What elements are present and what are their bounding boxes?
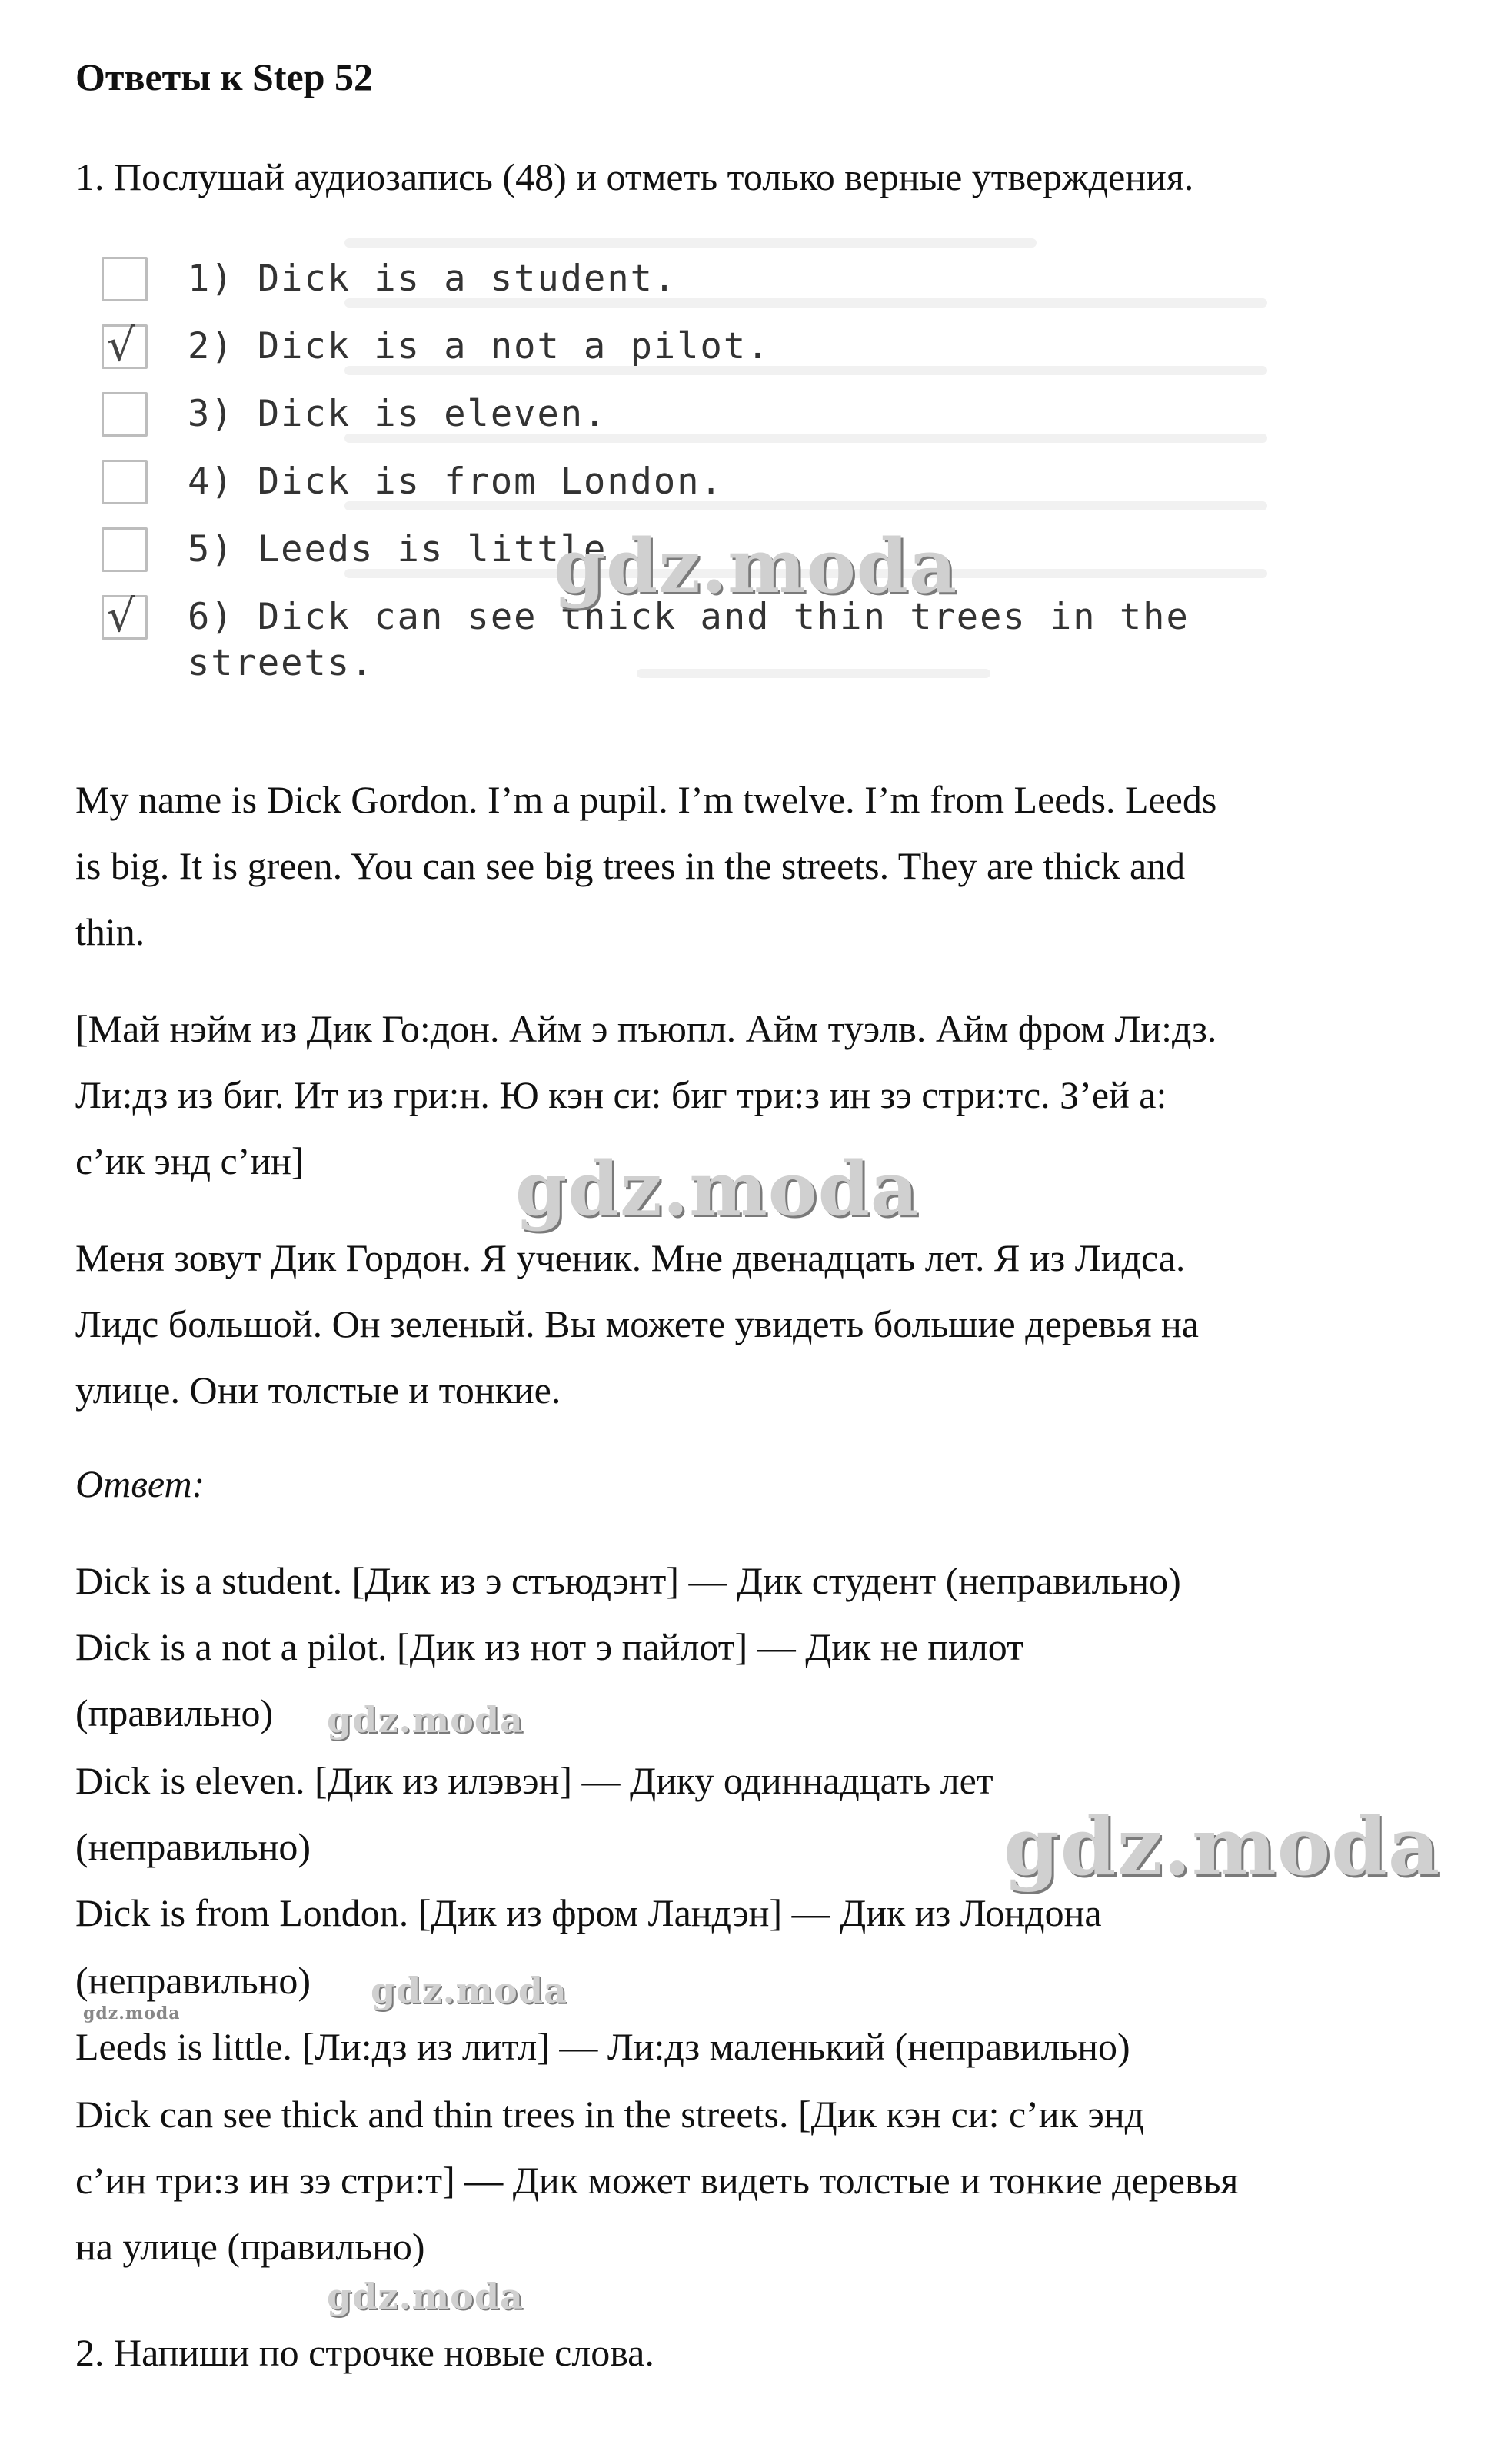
answer-line: с’ин три:з ин зэ стри:т] — Дик может видеть толстые и тонкие деревья [75,2159,1239,2202]
answer-label: Ответ: [75,1462,205,1505]
transcription-line: [Май нэйм из Дик Го:дон. Айм э пъюпл. Айм туэлв. Айм фром Ли:дз. [75,1007,1217,1050]
answer-line: (правильно) [75,1691,274,1734]
checkbox [102,590,148,642]
transcription-line: с’ик энд с’ин] [75,1139,305,1182]
statement-text: 3) Dick is eleven. [188,393,607,435]
watermark: gdz.moda [515,1146,920,1232]
task2-instruction: 2. Напиши по строчке новые слова. [75,2331,654,2374]
answer-line: Dick is a not a pilot. [Дик из нот э пайлот] — Дик не пилот [75,1625,1023,1668]
watermark: gdz.moda [1003,1799,1441,1894]
watermark: gdz.moda [327,1699,524,1741]
watermark: gdz.moda [327,2276,524,2317]
checkbox [102,392,148,437]
translation-line: улице. Они толстые и тонкие. [75,1368,561,1412]
answer-line: на улице (правильно) [75,2225,425,2268]
page-title: Ответы к Step 52 [75,55,374,98]
english-text-line: thin. [75,910,145,953]
answer-line: Dick is a student. [Дик из э стъюдэнт] — Дик студент (неправильно) [75,1559,1181,1602]
watermark: gdz.moda [554,523,958,610]
checkbox [102,527,148,572]
check-mark-icon: √ [107,319,135,371]
statement-text: 4) Dick is from London. [188,461,724,503]
checkbox [102,257,148,301]
checkbox [102,460,148,504]
statement-text-continuation: streets. [188,642,374,684]
translation-line: Лидс большой. Он зеленый. Вы можете увидеть большие деревья на [75,1302,1199,1345]
answer-line: (неправильно) [75,1825,311,1868]
answer-line: Dick can see thick and thin trees in the streets. [Дик кэн си: с’ик энд [75,2093,1145,2136]
check-mark-icon: √ [107,590,135,642]
checkbox [102,319,148,371]
task1-instruction: 1. Послушай аудиозапись (48) и отметь только верные утверждения. [75,155,1194,198]
translation-line: Меня зовут Дик Гордон. Я ученик. Мне двенадцать лет. Я из Лидса. [75,1236,1186,1279]
statement-text: 1) Dick is a student. [188,258,677,300]
statement-text: 6) Dick can see thick and thin trees in the [188,596,1190,638]
english-text-line: My name is Dick Gordon. I’m a pupil. I’m twelve. I’m from Leeds. Leeds [75,778,1217,821]
exercise-image [91,238,1275,715]
watermark: gdz.moda [83,2003,181,2023]
answer-line: (неправильно) [75,1959,311,2002]
watermark: gdz.moda [371,1970,567,2011]
statement-text: 2) Dick is a not a pilot. [188,325,770,367]
answer-line: Leeds is little. [Ли:дз из литл] — Ли:дз маленький (неправильно) [75,2025,1130,2068]
answer-line: Dick is from London. [Дик из фром Ландэн] — Дик из Лондона [75,1891,1102,1934]
transcription-line: Ли:дз из биг. Ит из гри:н. Ю кэн си: биг три:з ин зэ стри:тс. З’ей а: [75,1073,1167,1116]
answer-line: Dick is eleven. [Дик из илэвэн] — Дику одиннадцать лет [75,1759,993,1802]
statement-text: 5) Leeds is little. [188,528,631,570]
english-text-line: is big. It is green. You can see big trees in the streets. They are thick and [75,844,1186,887]
